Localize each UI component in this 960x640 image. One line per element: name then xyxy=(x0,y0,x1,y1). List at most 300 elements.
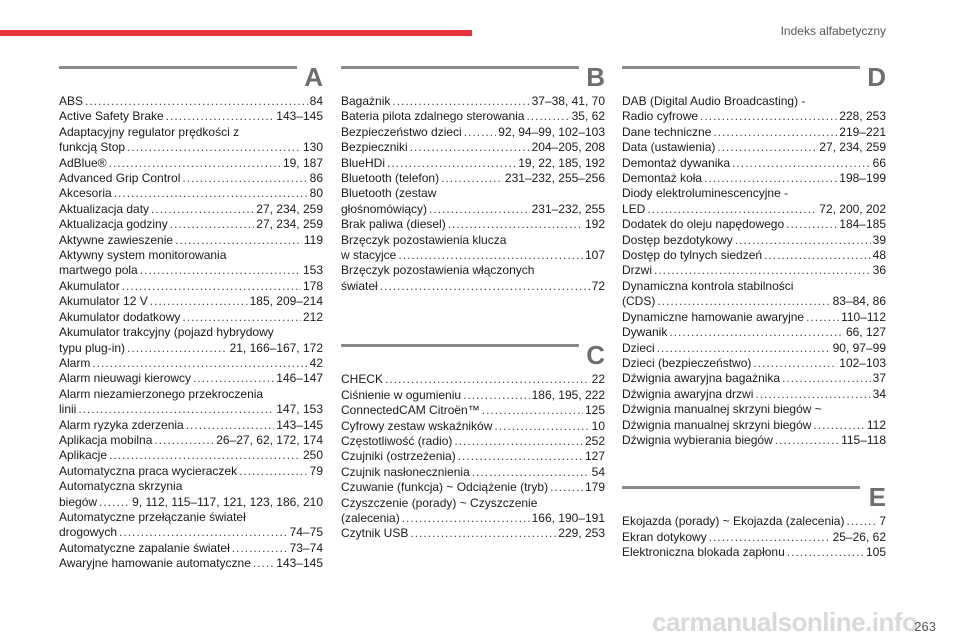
entry-pages: 54 xyxy=(591,464,605,479)
entry-text-lead: Dźwignia manualnej skrzyni biegów ~ xyxy=(622,402,822,417)
entry-text: ABS xyxy=(59,94,84,108)
entry-text: typu plug-in) xyxy=(59,340,126,355)
entry-text: Alarm nieuwagi kierowcy xyxy=(59,371,192,386)
entry-text: Radio cyfrowe xyxy=(622,109,699,124)
dot-leader xyxy=(253,556,274,571)
entry-text: Cyfrowy zestaw wskaźników xyxy=(341,418,493,433)
index-entry xyxy=(341,140,605,155)
index-entry xyxy=(622,217,886,232)
index-entry xyxy=(59,279,323,294)
section-letter-c: C xyxy=(586,340,605,371)
section-letter-d: D xyxy=(867,62,886,92)
entry-pages: 48 xyxy=(872,248,886,263)
dot-leader xyxy=(657,341,831,356)
dot-leader xyxy=(109,156,281,171)
dot-leader xyxy=(464,125,496,140)
entry-pages: 178 xyxy=(302,278,323,293)
dot-leader xyxy=(482,403,583,418)
index-entry xyxy=(59,418,323,433)
index-entry xyxy=(622,341,886,356)
index-entry xyxy=(59,310,323,325)
entry-pages: 143–145 xyxy=(276,109,323,124)
entry-pages: 39 xyxy=(872,232,886,247)
entry-pages: 105 xyxy=(865,545,886,560)
dot-leader xyxy=(92,356,307,371)
index-entry xyxy=(622,402,886,433)
entry-text: Awaryjne hamowanie automatyczne xyxy=(59,556,251,571)
entry-text: Bluetooth (telefon) xyxy=(341,171,440,186)
entry-text: Bezpieczeństwo dzieci xyxy=(341,124,462,139)
index-entry xyxy=(341,125,605,140)
index-entry xyxy=(622,325,886,340)
dot-leader xyxy=(232,541,288,556)
entry-pages: 36 xyxy=(872,263,886,278)
entry-text: ConnectedCAM Citroën™ xyxy=(341,403,480,418)
dot-leader xyxy=(755,387,870,402)
entry-text: Akumulator 12 V xyxy=(59,294,148,309)
index-entry xyxy=(622,248,886,263)
entry-text: w stacyjce xyxy=(341,248,397,263)
entry-text-lead: DAB (Digital Audio Broadcasting) - xyxy=(622,94,806,108)
dot-leader xyxy=(239,464,308,479)
dot-leader xyxy=(193,371,274,386)
index-entry xyxy=(59,356,323,371)
index-entry xyxy=(59,217,323,232)
entry-text: Dodatek do oleju napędowego xyxy=(622,217,785,232)
index-entry xyxy=(59,325,323,356)
entry-text-lead: Automatyczna skrzynia xyxy=(59,479,183,494)
dot-leader xyxy=(654,263,871,278)
dot-leader xyxy=(402,511,530,526)
index-entry xyxy=(622,356,886,371)
index-entry xyxy=(59,448,323,463)
dot-leader xyxy=(813,418,864,433)
index-entry xyxy=(59,171,323,186)
entry-text: Aktualizacja godziny xyxy=(59,217,168,232)
entry-text: Ciśnienie w ogumieniu xyxy=(341,387,462,402)
entry-pages: 83–84, 86 xyxy=(832,294,886,309)
index-entry xyxy=(59,156,323,171)
section-letter-e: E xyxy=(868,482,886,513)
dot-leader xyxy=(526,109,569,124)
entry-text: AdBlue® xyxy=(59,155,107,170)
section-header-d xyxy=(622,64,886,92)
entry-text: Czujniki (ostrzeżenia) xyxy=(341,449,456,464)
index-entry xyxy=(622,263,886,278)
entry-pages: 74–75 xyxy=(289,525,323,540)
entry-text: Dźwignia wybierania biegów xyxy=(622,432,773,447)
index-entry xyxy=(341,233,605,264)
entry-pages: 143–145 xyxy=(276,417,323,432)
dot-leader xyxy=(150,294,248,309)
index-entry xyxy=(59,248,323,279)
entry-text-lead: Czyszczenie (porady) ~ Czyszczenie xyxy=(341,495,538,510)
entry-pages: 219–221 xyxy=(839,124,886,139)
entry-text: Dźwignia manualnej skrzyni biegów xyxy=(622,417,812,432)
entry-pages: 27, 234, 259 xyxy=(256,217,323,232)
entry-text: Alarm xyxy=(59,355,91,370)
entry-text: Active Safety Brake xyxy=(59,109,164,124)
dot-leader xyxy=(472,465,590,480)
entry-text: Demontaż dywanika xyxy=(622,155,731,170)
entry-pages: 25–26, 62 xyxy=(832,529,886,544)
entry-text: Dane techniczne xyxy=(622,124,712,139)
index-entry xyxy=(622,186,886,217)
dot-leader xyxy=(448,217,583,232)
column-2 xyxy=(341,64,605,542)
entry-pages: 73–74 xyxy=(289,540,323,555)
entry-pages: 19, 187 xyxy=(282,155,323,170)
index-entry xyxy=(341,388,605,403)
accent-bar xyxy=(0,30,472,36)
entry-text: Czytnik USB xyxy=(341,526,409,541)
index-entry xyxy=(59,387,323,418)
index-entry xyxy=(622,310,886,325)
dot-leader xyxy=(410,526,556,541)
index-entry xyxy=(341,217,605,232)
index-entry xyxy=(59,202,323,217)
entry-text: Czuwanie (funkcja) ~ Odciążenie (tryb) xyxy=(341,480,549,495)
dot-leader xyxy=(782,371,871,386)
index-entry xyxy=(622,545,886,560)
entry-text: Ekran dotykowy xyxy=(622,529,707,544)
dot-leader xyxy=(140,263,301,278)
entry-text: biegów xyxy=(59,494,98,509)
entry-text-lead: Dynamiczna kontrola stabilności xyxy=(622,278,794,293)
entry-pages: 229, 253 xyxy=(558,526,605,541)
dot-leader xyxy=(441,171,503,186)
entry-pages: 186, 195, 222 xyxy=(531,387,605,402)
index-entry xyxy=(59,371,323,386)
index-entry xyxy=(59,510,323,541)
entry-pages: 80 xyxy=(309,186,323,201)
index-entry xyxy=(341,94,605,109)
entry-text: funkcją Stop xyxy=(59,140,126,155)
entry-pages: 184–185 xyxy=(839,217,886,232)
dot-leader xyxy=(387,156,516,171)
entry-text: Dywanik xyxy=(622,325,668,340)
index-entry xyxy=(59,541,323,556)
entry-pages: 112 xyxy=(866,417,886,432)
entry-text: Bagażnik xyxy=(341,94,391,108)
entry-text: Aplikacja mobilna xyxy=(59,432,153,447)
dot-leader xyxy=(109,448,301,463)
entry-pages: 66 xyxy=(872,155,886,170)
index-list-d xyxy=(622,94,886,448)
entry-text: Data (ustawienia) xyxy=(622,140,716,155)
index-entry xyxy=(622,140,886,155)
entry-text: Dostęp bezdotykowy xyxy=(622,232,733,247)
index-entry xyxy=(341,263,605,294)
header-title: Indeks alfabetyczny xyxy=(780,24,886,38)
entry-pages: 86 xyxy=(309,171,323,186)
entry-text: Dynamiczne hamowanie awaryjne xyxy=(622,309,805,324)
entry-pages: 84 xyxy=(309,94,323,108)
entry-text: drogowych xyxy=(59,525,118,540)
index-entry xyxy=(341,403,605,418)
entry-pages: 179 xyxy=(584,480,605,495)
dot-leader xyxy=(463,388,530,403)
section-rule xyxy=(622,486,860,489)
entry-text-lead: Diody elektroluminescencyjne - xyxy=(622,186,789,201)
dot-leader xyxy=(669,325,844,340)
entry-text: (CDS) xyxy=(622,294,656,309)
index-entry xyxy=(622,156,886,171)
entry-pages: 37 xyxy=(872,371,886,386)
page-number: 263 xyxy=(914,619,936,634)
dot-leader xyxy=(775,433,839,448)
dot-leader xyxy=(122,279,301,294)
entry-text-lead: Brzęczyk pozostawienia klucza xyxy=(341,232,507,247)
dot-leader xyxy=(78,402,274,417)
dot-leader xyxy=(186,418,275,433)
dot-leader xyxy=(454,434,583,449)
index-entry xyxy=(59,186,323,201)
dot-leader xyxy=(732,156,871,171)
entry-pages: 198–199 xyxy=(839,171,886,186)
entry-pages: 153 xyxy=(302,263,323,278)
dot-leader xyxy=(99,495,130,510)
entry-text: Częstotliwość (radio) xyxy=(341,433,453,448)
entry-text: Akumulator dodatkowy xyxy=(59,309,181,324)
dot-leader xyxy=(713,125,837,140)
entry-text: LED xyxy=(622,201,646,216)
column-1 xyxy=(59,64,323,572)
entry-pages: 231–232, 255 xyxy=(531,201,605,216)
entry-text: Automatyczne zapalanie świateł xyxy=(59,540,230,555)
index-entry xyxy=(622,279,886,310)
index-entry xyxy=(59,556,323,571)
index-entry xyxy=(59,479,323,510)
entry-text: Aktywne zawieszenie xyxy=(59,232,174,247)
entry-pages: 143–145 xyxy=(276,556,323,571)
dot-leader xyxy=(127,341,228,356)
section-header-b xyxy=(341,64,605,92)
entry-text: BlueHDi xyxy=(341,155,386,170)
entry-text: Dzieci xyxy=(622,340,655,355)
dot-leader xyxy=(657,294,830,309)
index-entry xyxy=(341,465,605,480)
entry-text-lead: Akumulator trakcyjny (pojazd hybrydowy xyxy=(59,325,274,340)
entry-pages: 192 xyxy=(584,217,605,232)
dot-leader xyxy=(114,186,308,201)
entry-text: (zalecenia) xyxy=(341,510,400,525)
entry-text-lead: Adaptacyjny regulator prędkości z xyxy=(59,124,240,139)
entry-text-lead: Brzęczyk pozostawienia włączonych xyxy=(341,263,535,278)
entry-pages: 228, 253 xyxy=(839,109,886,124)
index-entry xyxy=(59,94,323,109)
section-letter-a: A xyxy=(304,62,323,92)
entry-text: Ekojazda (porady) ~ Ekojazda (zalecenia) xyxy=(622,514,845,529)
dot-leader xyxy=(806,310,839,325)
entry-pages: 92, 94–99, 102–103 xyxy=(498,124,605,139)
dot-leader xyxy=(458,449,583,464)
entry-text: Automatyczna praca wycieraczek xyxy=(59,463,238,478)
dot-leader xyxy=(151,202,254,217)
index-entry xyxy=(341,372,605,387)
index-entry xyxy=(622,125,886,140)
index-entry xyxy=(59,125,323,156)
entry-text-lead: Aktywny system monitorowania xyxy=(59,248,227,263)
dot-leader xyxy=(182,171,307,186)
dot-leader xyxy=(753,356,837,371)
entry-pages: 252 xyxy=(584,433,605,448)
entry-pages: 125 xyxy=(584,403,605,418)
dot-leader xyxy=(170,217,255,232)
index-entry xyxy=(622,530,886,545)
dot-leader xyxy=(410,140,530,155)
entry-pages: 19, 22, 185, 192 xyxy=(518,155,605,170)
entry-text: Aktualizacja daty xyxy=(59,201,150,216)
index-entry xyxy=(622,371,886,386)
entry-pages: 22 xyxy=(591,372,605,387)
index-entry xyxy=(59,109,323,124)
index-entry xyxy=(341,480,605,495)
entry-pages: 107 xyxy=(584,248,605,263)
entry-text: Advanced Grip Control xyxy=(59,171,181,186)
dot-leader xyxy=(385,372,590,387)
entry-pages: 27, 234, 259 xyxy=(819,140,886,155)
entry-pages: 231–232, 255–256 xyxy=(504,171,605,186)
dot-leader xyxy=(786,217,837,232)
entry-text: Brak paliwa (diesel) xyxy=(341,217,446,232)
entry-pages: 90, 97–99 xyxy=(832,340,886,355)
entry-text-lead: Alarm niezamierzonego przekroczenia xyxy=(59,386,264,401)
watermark: carmanualsonline.info xyxy=(652,607,918,637)
index-entry xyxy=(59,433,323,448)
index-entry xyxy=(622,387,886,402)
entry-pages: 146–147 xyxy=(276,371,323,386)
entry-pages: 72, 200, 202 xyxy=(819,201,886,216)
section-letter-b: B xyxy=(586,62,605,92)
entry-text-lead: Automatyczne przełączanie świateł xyxy=(59,509,246,524)
dot-leader xyxy=(709,530,831,545)
entry-text-lead: Bluetooth (zestaw xyxy=(341,186,437,201)
section-rule xyxy=(622,66,860,69)
entry-text: Bateria pilota zdalnego sterowania xyxy=(341,109,525,124)
index-list-b xyxy=(341,94,605,294)
index-entry xyxy=(622,94,886,125)
index-entry xyxy=(341,434,605,449)
entry-text: świateł xyxy=(341,278,378,293)
entry-text: martwego pola xyxy=(59,263,138,278)
dot-leader xyxy=(182,310,301,325)
entry-text: linii xyxy=(59,402,77,417)
entry-pages: 26–27, 62, 172, 174 xyxy=(216,432,323,447)
dot-leader xyxy=(494,419,589,434)
column-3 xyxy=(622,64,886,561)
section-header-e xyxy=(622,484,886,512)
section-header-a xyxy=(59,64,323,92)
entry-pages: 34 xyxy=(872,386,886,401)
entry-pages: 127 xyxy=(584,449,605,464)
dot-leader xyxy=(154,433,214,448)
index-entry xyxy=(341,496,605,527)
entry-pages: 79 xyxy=(309,463,323,478)
entry-pages: 21, 166–167, 172 xyxy=(229,340,323,355)
dot-leader xyxy=(166,109,275,124)
dot-leader xyxy=(119,525,288,540)
entry-pages: 9, 112, 115–117, 121, 123, 186, 210 xyxy=(132,494,323,509)
index-entry xyxy=(341,526,605,541)
index-entry xyxy=(622,171,886,186)
entry-pages: 66, 127 xyxy=(845,325,886,340)
entry-pages: 27, 234, 259 xyxy=(256,201,323,216)
dot-leader xyxy=(735,233,871,248)
dot-leader xyxy=(787,545,864,560)
dot-leader xyxy=(392,94,529,109)
entry-text: Dzieci (bezpieczeństwo) xyxy=(622,355,752,370)
index-entry xyxy=(59,464,323,479)
dot-leader xyxy=(127,140,301,155)
entry-text: Bezpieczniki xyxy=(341,140,408,155)
entry-pages: 42 xyxy=(309,355,323,370)
section-rule xyxy=(341,66,579,69)
dot-leader xyxy=(704,171,837,186)
entry-pages: 115–118 xyxy=(841,432,886,447)
entry-text: Dźwignia awaryjna drzwi xyxy=(622,386,754,401)
entry-pages: 130 xyxy=(302,140,323,155)
entry-pages: 35, 62 xyxy=(571,109,605,124)
entry-text: Aplikacje xyxy=(59,448,108,463)
index-entry xyxy=(341,419,605,434)
dot-leader xyxy=(846,514,877,529)
index-entry xyxy=(341,109,605,124)
entry-pages: 166, 190–191 xyxy=(531,510,605,525)
entry-text: Demontaż koła xyxy=(622,171,703,186)
entry-pages: 10 xyxy=(591,418,605,433)
entry-pages: 110–112 xyxy=(841,309,886,324)
entry-text: Czujnik nasłonecznienia xyxy=(341,464,470,479)
index-entry xyxy=(622,233,886,248)
entry-text: Alarm ryzyka zderzenia xyxy=(59,417,184,432)
index-list-c xyxy=(341,372,605,541)
entry-pages: 102–103 xyxy=(839,355,886,370)
entry-pages: 72 xyxy=(591,278,605,293)
dot-leader xyxy=(380,279,590,294)
entry-pages: 204–205, 208 xyxy=(531,140,605,155)
index-list-e xyxy=(622,514,886,560)
index-entry xyxy=(341,156,605,171)
dot-leader xyxy=(175,233,302,248)
index-list-a xyxy=(59,94,323,572)
entry-pages: 212 xyxy=(302,309,323,324)
entry-text: Dostęp do tylnych siedzeń xyxy=(622,248,763,263)
section-rule xyxy=(341,344,579,347)
entry-text: Drzwi xyxy=(622,263,652,278)
entry-pages: 185, 209–214 xyxy=(249,294,323,309)
section-rule xyxy=(59,66,297,69)
dot-leader xyxy=(764,248,871,263)
entry-pages: 7 xyxy=(879,514,886,529)
dot-leader xyxy=(700,109,837,124)
entry-text: głośnomówiący) xyxy=(341,201,428,216)
entry-text: Elektroniczna blokada zapłonu xyxy=(622,545,785,560)
entry-text: Akcesoria xyxy=(59,186,112,201)
index-entry xyxy=(622,433,886,448)
entry-pages: 250 xyxy=(302,448,323,463)
entry-pages: 37–38, 41, 70 xyxy=(531,94,605,108)
dot-leader xyxy=(550,480,583,495)
dot-leader xyxy=(85,94,308,109)
index-entry xyxy=(341,449,605,464)
index-entry xyxy=(341,171,605,186)
entry-text: Akumulator xyxy=(59,278,120,293)
dot-leader xyxy=(398,248,583,263)
entry-text: Dźwignia awaryjna bagażnika xyxy=(622,371,781,386)
index-entry xyxy=(59,294,323,309)
section-header-c xyxy=(341,342,605,370)
